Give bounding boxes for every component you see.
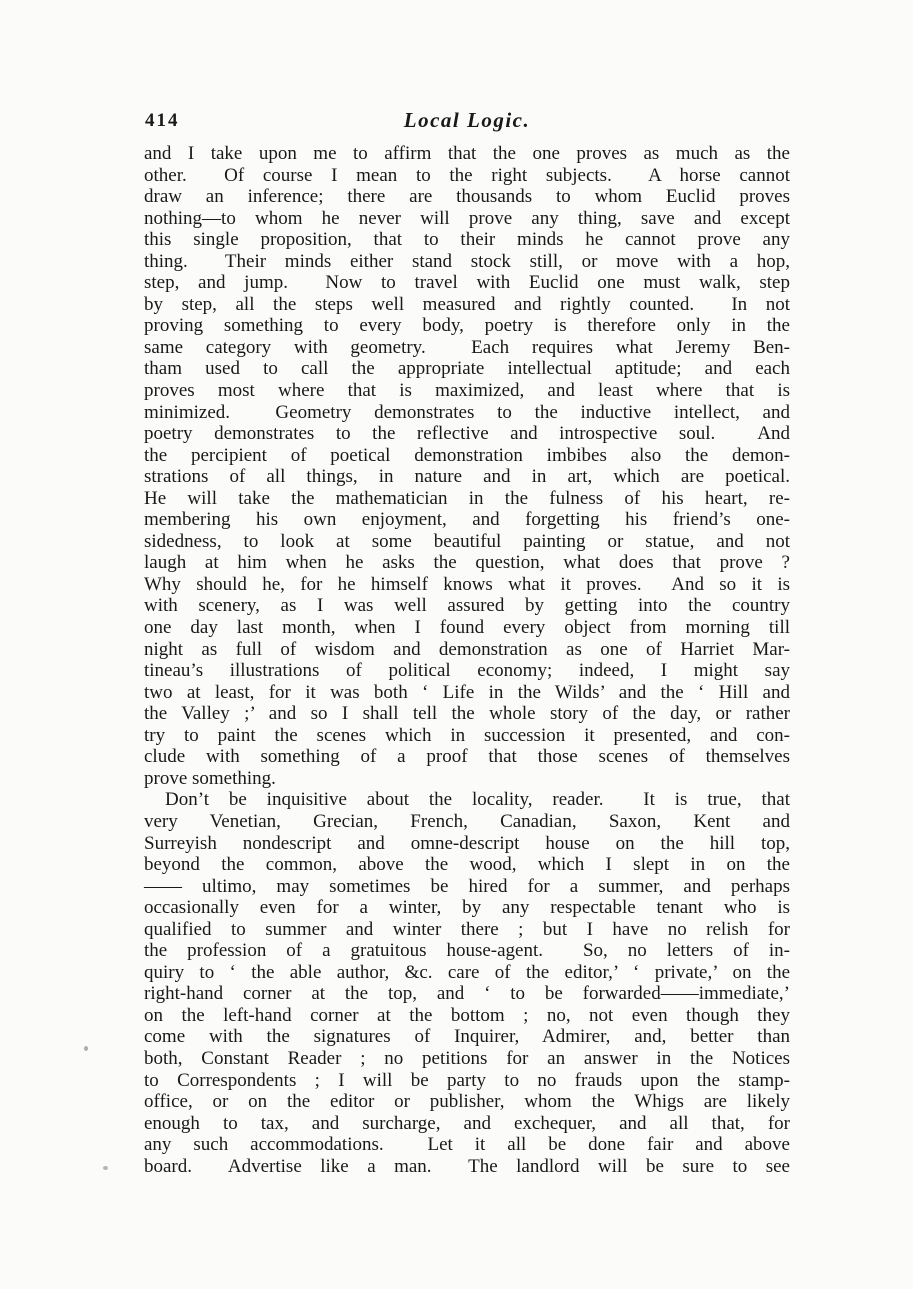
text-line: the Valley ;’ and so I shall tell the whole story of the day, or rather: [144, 703, 790, 725]
running-title: Local Logic.: [403, 108, 531, 132]
text-line: clude with something of a proof that those scenes of themselves: [144, 746, 790, 768]
page-number: 414: [145, 110, 180, 131]
text-line: office, or on the editor or publisher, whom the Whigs are likely: [144, 1091, 790, 1113]
text-line: tham used to call the appropriate intellectual aptitude; and each: [144, 358, 790, 380]
text-line: proving something to every body, poetry is therefore only in the: [144, 315, 790, 337]
text-line: same category with geometry. Each requires what Jeremy Ben-: [144, 336, 790, 358]
text-line: two at least, for it was both ‘ Life in the Wilds’ and the ‘ Hill and: [144, 681, 790, 703]
text-line: right-hand corner at the top, and ‘ to be forwarded——immediate,’: [144, 983, 790, 1005]
text-line: He will take the mathematician in the fulness of his heart, re-: [144, 487, 790, 509]
text-line: tineau’s illustrations of political economy; indeed, I might say: [144, 660, 790, 682]
text-line: and I take upon me to affirm that the one proves as much as the: [144, 143, 790, 164]
text-line: with scenery, as I was well assured by getting into the country: [144, 595, 790, 617]
scan-speckle: [84, 1046, 88, 1051]
text-line: nothing—to whom he never will prove any thing, save and except: [144, 207, 790, 229]
text-line: Don’t be inquisitive about the locality, reader. It is true, that: [165, 789, 790, 811]
text-line: occasionally even for a winter, by any respectable tenant who is: [144, 897, 790, 919]
text-line: strations of all things, in nature and in art, which are poetical.: [144, 466, 790, 488]
text-line: prove something.: [144, 767, 276, 789]
text-line: night as full of wisdom and demonstration as one of Harriet Mar-: [144, 638, 790, 660]
text-line: other. Of course I mean to the right subjects. A horse cannot: [144, 164, 790, 186]
text-column: [144, 110, 790, 1177]
text-line: the percipient of poetical demonstration imbibes also the demon-: [144, 444, 790, 466]
text-line: enough to tax, and surcharge, and exchequer, and all that, for: [144, 1112, 790, 1134]
text-line: qualified to summer and winter there ; but I have no relish for: [144, 918, 790, 940]
text-line: Why should he, for he himself knows what it proves. And so it is: [144, 573, 790, 595]
text-line: on the left-hand corner at the bottom ; no, not even though they: [144, 1004, 790, 1026]
text-line: membering his own enjoyment, and forgetting his friend’s one-: [144, 509, 790, 531]
scan-speckle: [103, 1166, 108, 1170]
text-line: to Correspondents ; I will be party to no frauds upon the stamp-: [144, 1069, 790, 1091]
text-line: both, Constant Reader ; no petitions for an answer in the Notices: [144, 1047, 790, 1069]
text-line: any such accommodations. Let it all be done fair and above: [144, 1134, 790, 1156]
text-line: draw an inference; there are thousands to whom Euclid proves: [144, 186, 790, 208]
text-line: minimized. Geometry demonstrates to the inductive intellect, and: [144, 401, 790, 423]
text-line: beyond the common, above the wood, which I slept in on the: [144, 854, 790, 876]
text-line: thing. Their minds either stand stock still, or move with a hop,: [144, 250, 790, 272]
text-line: step, and jump. Now to travel with Euclid one must walk, step: [144, 272, 790, 294]
paragraph: [144, 143, 790, 789]
text-line: come with the signatures of Inquirer, Admirer, and, better than: [144, 1026, 790, 1048]
text-line: very Venetian, Grecian, French, Canadian, Saxon, Kent and: [144, 810, 790, 832]
text-line: try to paint the scenes which in succession it presented, and con-: [144, 724, 790, 746]
text-line: poetry demonstrates to the reflective and introspective soul. And: [144, 423, 790, 445]
text-line: the profession of a gratuitous house-agent. So, no letters of in-: [144, 940, 790, 962]
paragraph: [144, 789, 790, 1177]
text-line: this single proposition, that to their minds he cannot prove any: [144, 229, 790, 251]
text-line: —— ultimo, may sometimes be hired for a summer, and perhaps: [144, 875, 790, 897]
body-text: [144, 143, 790, 1177]
text-line: quiry to ‘ the able author, &c. care of the editor,’ ‘ private,’ on the: [144, 961, 790, 983]
text-line: laugh at him when he asks the question, what does that prove ?: [144, 552, 790, 574]
text-line: board. Advertise like a man. The landlord will be sure to see: [144, 1155, 790, 1177]
text-line: sidedness, to look at some beautiful painting or statue, and not: [144, 530, 790, 552]
text-line: one day last month, when I found every object from morning till: [144, 617, 790, 639]
text-line: proves most where that is maximized, and least where that is: [144, 380, 790, 402]
text-line: by step, all the steps well measured and rightly counted. In not: [144, 293, 790, 315]
running-header: [144, 110, 790, 134]
text-line: Surreyish nondescript and omne-descript house on the hill top,: [144, 832, 790, 854]
